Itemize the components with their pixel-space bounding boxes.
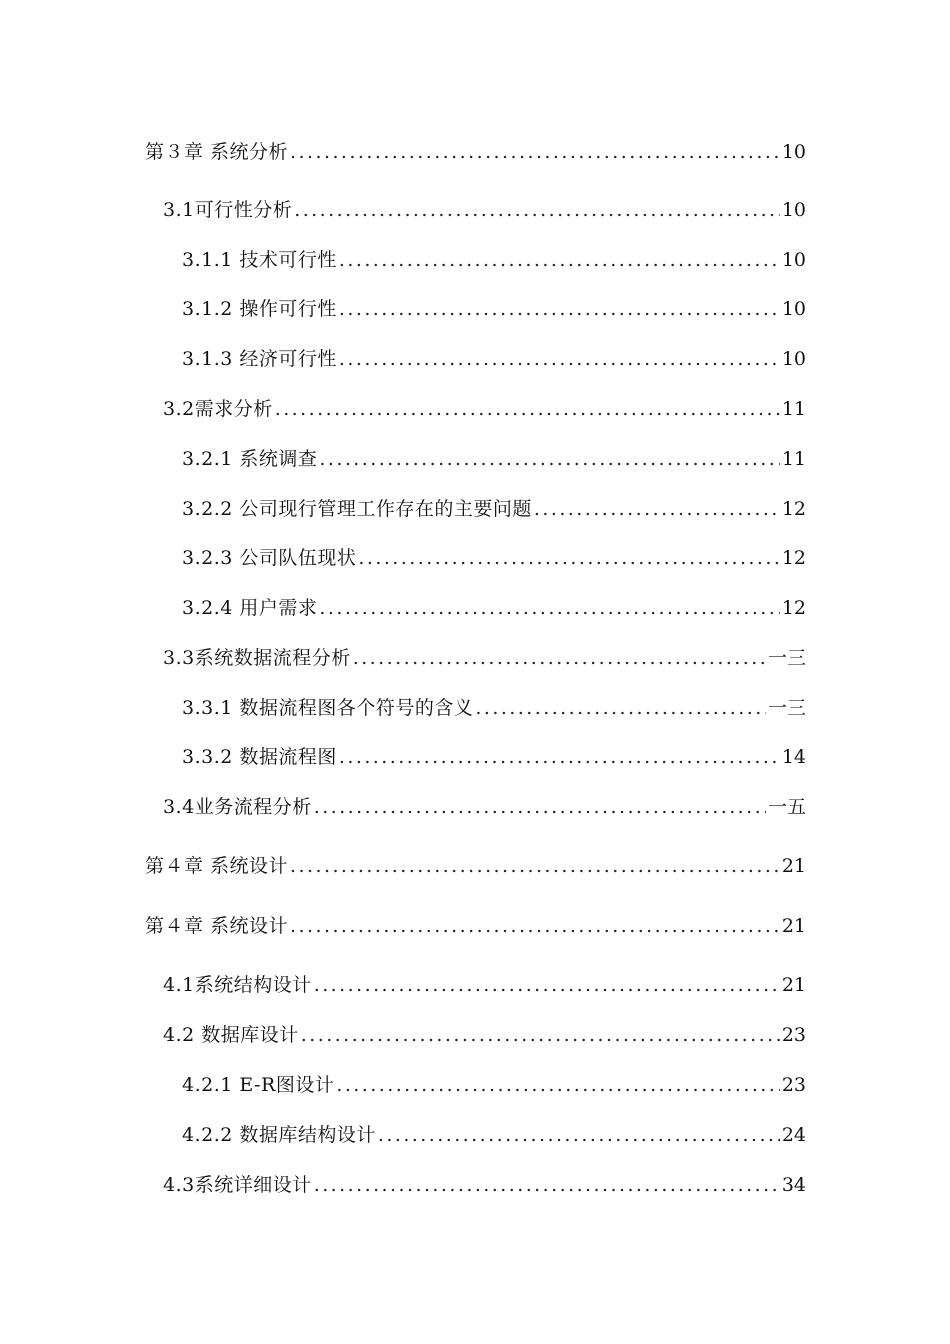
toc-entry-page: 10: [781, 141, 806, 163]
toc-entry-4-2-2[interactable]: [182, 1123, 806, 1147]
toc-entry-page: 10: [781, 199, 806, 221]
toc-entry-page: 24: [781, 1124, 806, 1146]
toc-entry-page: 12: [781, 547, 806, 569]
dot-leader: [319, 447, 779, 471]
dot-leader: [301, 1023, 780, 1047]
toc-entry-label: 4.2.1 E-R图设计: [182, 1074, 335, 1096]
toc-entry-label: 3.2.4 用户需求: [182, 597, 318, 619]
toc-entry-3-2-4[interactable]: [182, 596, 806, 620]
toc-entry-3-2[interactable]: [163, 397, 806, 421]
toc-entry-label: 3.1.2 操作可行性: [182, 298, 337, 320]
dot-leader: [290, 914, 780, 938]
dot-leader: [534, 497, 780, 521]
toc-entry-4-2[interactable]: [163, 1023, 806, 1047]
toc-entry-label: 第４章 系统设计: [145, 915, 289, 937]
toc-entry-label: 3.2.3 公司队伍现状: [182, 547, 357, 569]
toc-entry-label: 第３章 系统分析: [145, 141, 289, 163]
toc-entry-3-2-1[interactable]: [182, 447, 806, 471]
toc-entry-label: 3.2.1 系统调查: [182, 448, 318, 470]
toc-entry-page: 一三: [767, 647, 806, 669]
toc-entry-label: 3.2需求分析: [163, 398, 273, 420]
toc-entry-page: 一五: [767, 796, 806, 818]
toc-entry-label: 4.2.2 数据库结构设计: [182, 1124, 376, 1146]
toc-entry-3-2-3[interactable]: [182, 546, 806, 570]
dot-leader: [475, 696, 766, 720]
toc-entry-page: 11: [781, 448, 806, 470]
toc-entry-4-1[interactable]: [163, 973, 806, 997]
toc-entry-page: 一三: [767, 697, 806, 719]
dot-leader: [290, 140, 780, 164]
toc-entry-3-1-2[interactable]: [182, 297, 806, 321]
toc-entry-chapter-4-repeat[interactable]: [145, 914, 806, 938]
toc-entry-page: 12: [781, 597, 806, 619]
toc-entry-page: 34: [781, 1174, 806, 1196]
toc-entry-label: 3.1.1 技术可行性: [182, 249, 337, 271]
toc-entry-chapter-4[interactable]: [145, 854, 806, 878]
toc-entry-3-4[interactable]: [163, 795, 806, 819]
dot-leader: [314, 795, 766, 819]
toc-entry-label: 3.3.1 数据流程图各个符号的含义: [182, 697, 474, 719]
toc-entry-page: 11: [781, 398, 806, 420]
toc-entry-label: 3.3系统数据流程分析: [163, 647, 351, 669]
toc-entry-page: 10: [781, 348, 806, 370]
toc-entry-3-2-2[interactable]: [182, 497, 806, 521]
dot-leader: [275, 397, 780, 421]
toc-entry-label: 3.4业务流程分析: [163, 796, 312, 818]
toc-entry-3-3[interactable]: [163, 646, 806, 670]
toc-entry-page: 21: [781, 855, 806, 877]
toc-entry-3-1-1[interactable]: [182, 248, 806, 272]
dot-leader: [358, 546, 779, 570]
dot-leader: [336, 1073, 779, 1097]
dot-leader: [339, 248, 780, 272]
toc-entry-page: 12: [781, 498, 806, 520]
dot-leader: [353, 646, 766, 670]
toc-entry-page: 23: [781, 1024, 806, 1046]
toc-entry-page: 10: [781, 249, 806, 271]
toc-entry-label: 第４章 系统设计: [145, 855, 289, 877]
toc-entry-3-3-2[interactable]: [182, 745, 806, 769]
toc-entry-4-2-1[interactable]: [182, 1073, 806, 1097]
dot-leader: [294, 198, 780, 222]
toc-entry-page: 10: [781, 298, 806, 320]
dot-leader: [319, 596, 779, 620]
toc-entry-label: 4.2 数据库设计: [163, 1024, 299, 1046]
dot-leader: [290, 854, 780, 878]
toc-entry-3-3-1[interactable]: [182, 696, 806, 720]
dot-leader: [339, 297, 780, 321]
toc-entry-label: 3.1.3 经济可行性: [182, 348, 337, 370]
toc-entry-3-1[interactable]: [163, 198, 806, 222]
toc-entry-page: 21: [781, 974, 806, 996]
toc-entry-page: 23: [781, 1074, 806, 1096]
dot-leader: [314, 1173, 780, 1197]
toc-entry-label: 3.3.2 数据流程图: [182, 746, 337, 768]
toc-entry-chapter-3[interactable]: [145, 140, 806, 164]
toc-entry-4-3[interactable]: [163, 1173, 806, 1197]
dot-leader: [339, 745, 780, 769]
toc-entry-3-1-3[interactable]: [182, 347, 806, 371]
dot-leader: [314, 973, 780, 997]
toc-entry-label: 4.3系统详细设计: [163, 1174, 312, 1196]
toc-entry-page: 21: [781, 915, 806, 937]
dot-leader: [339, 347, 780, 371]
dot-leader: [378, 1123, 780, 1147]
toc-entry-label: 4.1系统结构设计: [163, 974, 312, 996]
toc-entry-label: 3.1可行性分析: [163, 199, 293, 221]
toc-entry-label: 3.2.2 公司现行管理工作存在的主要问题: [182, 498, 532, 520]
toc-entry-page: 14: [781, 746, 806, 768]
